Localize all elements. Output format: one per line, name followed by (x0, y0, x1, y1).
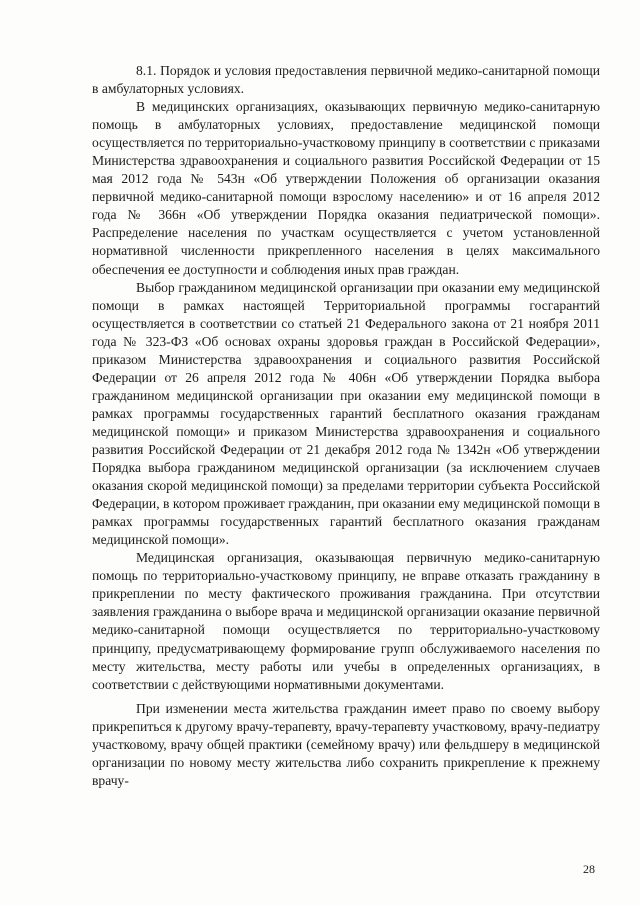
paragraph-change-of-residence: При изменении места жительства гражданин имеет право по своему выбору прикрепиться к другому врачу-терапевту, врачу-терапевту участковому, врачу-педиатру участковому, врачу общей практики (семейному врачу) или фельдшеру в медицинской организации по новому месту жительства либо сохранить прикрепление к прежнему врачу- (92, 700, 600, 788)
paragraph-attachment-rules: Медицинская организация, оказывающая первичную медико-санитарную помощь по территориально-участковому принципу, не вправе отказать гражданину в прикреплении по месту фактического проживания гражданина. При отсутствии заявления гражданина о выборе врача и медицинской организации оказание первичной медико-санитарной помощи осуществляется по территориально-участковому принципу, предусматривающему формирование групп обслуживаемого населения по месту жительства, месту работы или учебы в определенных организациях, в соответствии с действующими нормативными документами. (92, 550, 600, 692)
page-number: 28 (583, 862, 595, 876)
document-body (92, 62, 600, 790)
paragraph-territorial-principle: В медицинских организациях, оказывающих первичную медико-санитарную помощь в амбулаторных условиях, предоставление медицинской помощи осуществляется по территориально-участковому принципу в соответствии с приказами Министерства здравоохранения и социального развития Российской Федерации от 15 мая 2012 года № 543н «Об утверждении Положения об организации оказания первичной медико-санитарной помощи взрослому населению» и от 16 апреля 2012 года № 366н «Об утверждении Порядка оказания педиатрической помощи». Распределение населения по участкам осуществляется с учетом установленной нормативной численности прикрепленного населения в целях максимального обеспечения ее доступности и соблюдения иных прав граждан. (92, 99, 600, 277)
paragraph-section-heading: 8.1. Порядок и условия предоставления первичной медико-санитарной помощи в амбулаторных условиях. (92, 63, 600, 97)
paragraph-choice-of-organization: Выбор гражданином медицинской организации при оказании ему медицинской помощи в рамках настоящей Территориальной программы госгарантий осуществляется в соответствии со статьей 21 Федерального закона от 21 ноября 2011 года № 323-ФЗ «Об основах охраны здоровья граждан в Российской Федерации», приказом Министерства здравоохранения и социального развития Российской Федерации от 26 апреля 2012 года № 406н «Об утверждении Порядка выбора гражданином медицинской организации при оказании ему медицинской помощи в рамках программы государственных гарантий бесплатного оказания гражданам медицинской помощи» и приказом Министерства здравоохранения и социального развития Российской Федерации от 21 декабря 2012 года № 1342н «Об утверждении Порядка выбора гражданином медицинской организации (за исключением случаев оказания скорой медицинской помощи) за пределами территории субъекта Российской Федерации, в котором проживает гражданин, при оказании ему медицинской помощи в рамках программы государственных гарантий бесплатного оказания гражданам медицинской помощи». (92, 279, 600, 548)
